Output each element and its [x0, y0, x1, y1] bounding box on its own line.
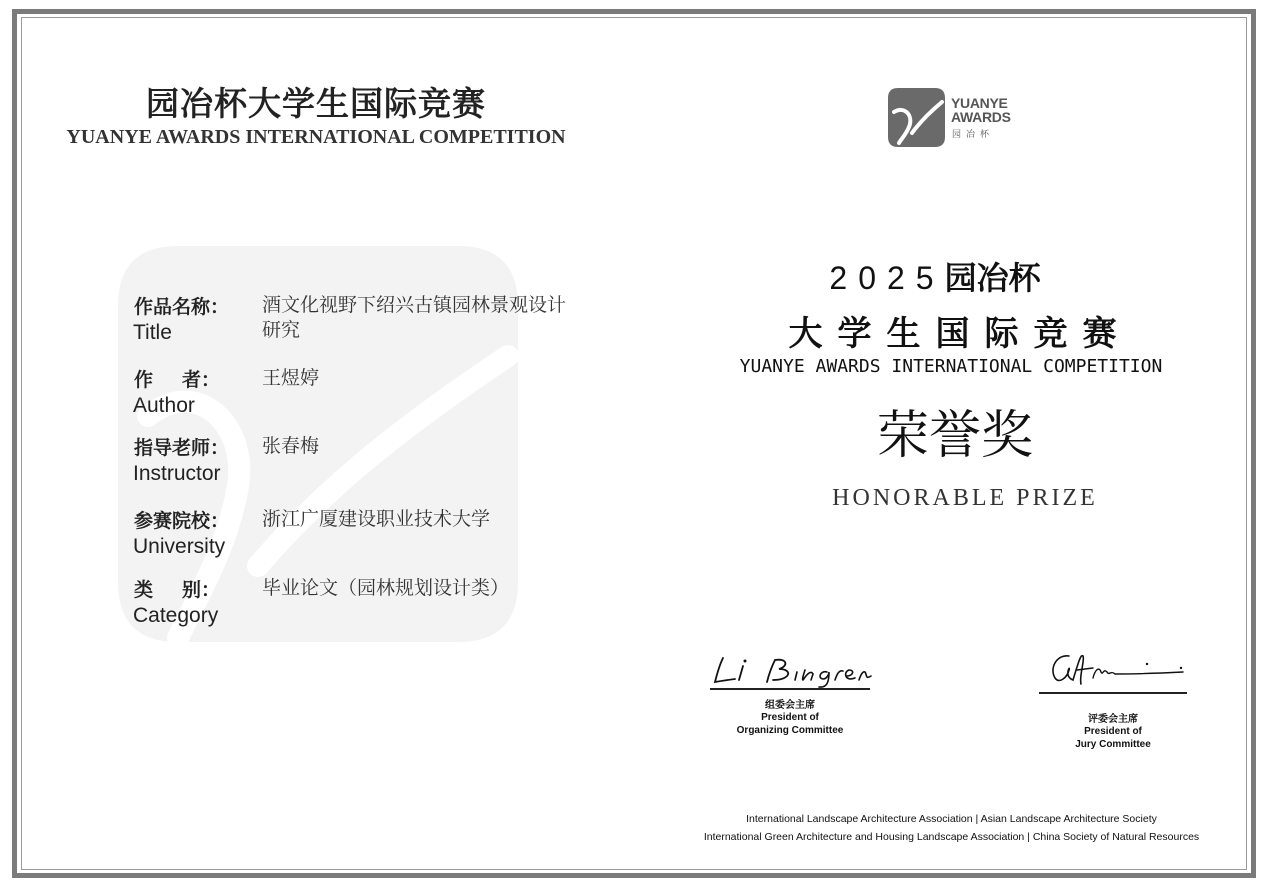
- logo-text-line1: YUANYE: [951, 95, 1008, 111]
- organizers-footer: [660, 810, 1243, 846]
- label-author-cn-b: 者：: [182, 369, 221, 391]
- footer-line-1: International Landscape Architecture Association | Asian Landscape Architecture Society: [746, 813, 1157, 825]
- label-category-cn-b: 别：: [182, 579, 221, 601]
- yuanye-awards-logo-mark-icon: [888, 88, 945, 147]
- value-instructor: 张春梅: [262, 435, 320, 457]
- label-category-cn: [134, 575, 220, 602]
- signature-line: [1039, 692, 1187, 694]
- award-cup-name: 园冶杯: [944, 259, 1041, 297]
- header-title-cn: 园冶杯大学生国际竞赛: [146, 84, 486, 123]
- label-author-cn-a: 作: [134, 369, 183, 391]
- handwritten-signature-jury-president-icon: [1033, 650, 1193, 692]
- value-title: 酒文化视野下绍兴古镇园林景观设计研究: [262, 294, 567, 341]
- signature-role-en-1: President of: [1084, 725, 1142, 737]
- value-university: 浙江广厦建设职业技术大学: [262, 508, 491, 530]
- label-category-cn-a: 类: [134, 579, 183, 601]
- label-university-cn: 参赛院校：: [134, 510, 230, 532]
- signature-role-en-2: Organizing Committee: [736, 724, 844, 736]
- signature-role-en-2: Jury Committee: [1075, 738, 1151, 750]
- handwritten-signature-li-bingren-icon: [705, 652, 875, 688]
- value-category: 毕业论文（园林规划设计类）: [262, 577, 510, 599]
- signature-role-cn: 组委会主席: [765, 699, 815, 711]
- signature-jury: [1023, 650, 1203, 751]
- logo-text-line2: AWARDS: [951, 109, 1011, 125]
- prize-name-cn: 荣誉奖: [876, 406, 1033, 466]
- label-university-en: University: [133, 535, 226, 558]
- signature-line: [710, 688, 870, 690]
- label-title-en: Title: [133, 321, 172, 344]
- label-category-en: Category: [133, 604, 219, 627]
- footer-line-2: International Green Architecture and Housing Landscape Association | China Society of Natural Resources: [703, 831, 1200, 843]
- yuanye-awards-logo: [888, 88, 1028, 148]
- label-instructor-cn: 指导老师：: [134, 437, 230, 459]
- signature-role-cn: 评委会主席: [1088, 713, 1138, 725]
- signature-organizing: [700, 652, 880, 737]
- label-title-cn: 作品名称：: [134, 296, 230, 318]
- label-author-cn: [134, 365, 220, 392]
- award-subtitle-cn: 大学生国际竞赛: [788, 314, 1132, 354]
- logo-text-line3: 园冶杯: [952, 130, 995, 140]
- signature-role-en-1: President of: [761, 711, 819, 723]
- award-year-line: [740, 253, 1130, 299]
- value-author: 王煜婷: [262, 367, 320, 389]
- label-author-en: Author: [133, 394, 195, 417]
- award-subtitle-en: YUANYE AWARDS INTERNATIONAL COMPETITION: [739, 356, 1163, 377]
- header-title-en: YUANYE AWARDS INTERNATIONAL COMPETITION: [66, 126, 566, 148]
- prize-name-en: HONORABLE PRIZE: [832, 485, 1098, 511]
- award-year: 2025: [829, 260, 945, 296]
- label-instructor-en: Instructor: [133, 462, 221, 485]
